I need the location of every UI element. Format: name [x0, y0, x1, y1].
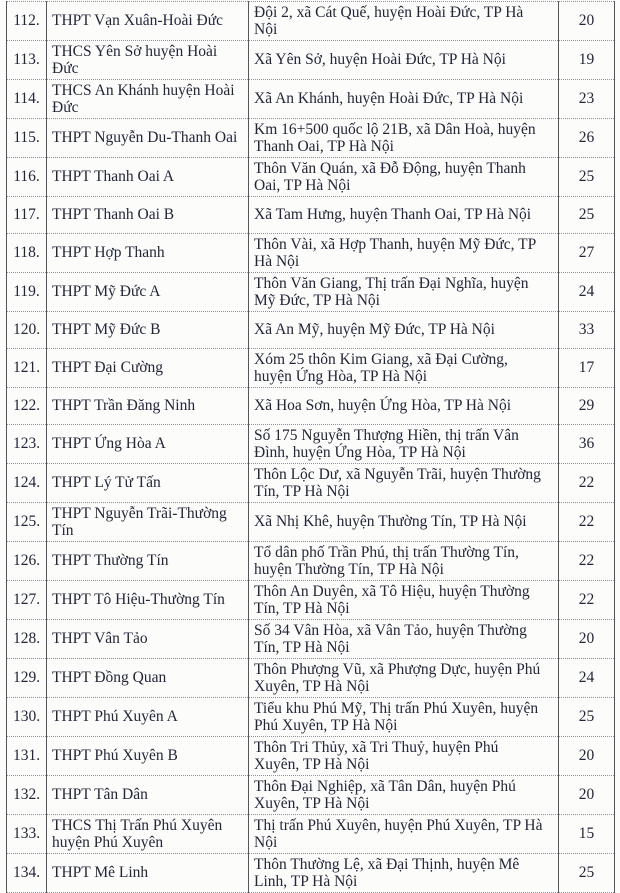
- row-number-cell: [7, 425, 47, 464]
- row-number: 112.: [13, 12, 40, 30]
- school-name-cell: [47, 349, 249, 388]
- count-value: 25: [578, 168, 595, 186]
- count-value: 20: [578, 786, 595, 804]
- school-name: THPT Tân Dân: [52, 786, 148, 804]
- school-address-cell: [249, 388, 559, 425]
- row-number: 119.: [13, 283, 40, 301]
- row-number-cell: [7, 542, 47, 581]
- school-address: Tổ dân phố Trần Phú, thị trấn Thường Tín, huyện Thường Tín, TP Hà Nội: [254, 543, 519, 578]
- school-name-cell: [47, 388, 249, 425]
- row-number-cell: [7, 581, 47, 620]
- school-address-cell: [249, 776, 559, 815]
- school-list-table: [6, 1, 615, 893]
- count-cell: [559, 80, 615, 119]
- count-cell: [559, 158, 615, 197]
- school-address: Xã An Khánh, huyện Hoài Đức, TP Hà Nội: [254, 90, 524, 108]
- table-row: [7, 41, 615, 80]
- school-name-cell: [47, 503, 249, 542]
- school-name-cell: [47, 80, 249, 119]
- school-name: THPT Mê Linh: [52, 864, 149, 882]
- row-number-cell: [7, 659, 47, 698]
- school-name: THPT Ứng Hòa A: [52, 435, 166, 453]
- count-cell: [559, 388, 615, 425]
- school-address: Thị trấn Phú Xuyên, huyện Phú Xuyên, TP Hà Nội: [254, 816, 543, 851]
- school-name: THPT Nguyễn Trãi-Thường Tín: [52, 504, 227, 539]
- row-number: 122.: [12, 397, 41, 415]
- row-number: 127.: [12, 591, 41, 609]
- school-address: Xã Tam Hưng, huyện Thanh Oai, TP Hà Nội: [254, 206, 532, 224]
- school-name-cell: [47, 854, 249, 893]
- row-number: 114.: [13, 90, 40, 108]
- row-number-cell: [7, 273, 47, 312]
- school-address-cell: [249, 737, 559, 776]
- school-name-cell: [47, 581, 249, 620]
- row-number-cell: [7, 158, 47, 197]
- row-number: 115.: [13, 129, 40, 147]
- count-value: 23: [578, 90, 595, 108]
- table-row: [7, 854, 615, 893]
- school-address: Thôn Văn Giang, Thị trấn Đại Nghĩa, huyện Mỹ Đức, TP Hà Nội: [254, 274, 529, 309]
- school-address-cell: [249, 464, 559, 503]
- school-name: THPT Lý Tử Tấn: [52, 474, 161, 492]
- school-name: THPT Tô Hiệu-Thường Tín: [52, 591, 225, 609]
- count-value: 19: [578, 51, 595, 69]
- school-address-cell: [249, 425, 559, 464]
- count-cell: [559, 312, 615, 349]
- row-number: 124.: [12, 474, 41, 492]
- table-row: [7, 503, 615, 542]
- row-number: 120.: [12, 321, 41, 339]
- row-number-cell: [7, 854, 47, 893]
- school-address: Đội 2, xã Cát Quế, huyện Hoài Đức, TP Hà Nội: [254, 3, 524, 38]
- count-cell: [559, 425, 615, 464]
- school-address-cell: [249, 581, 559, 620]
- row-number-cell: [7, 815, 47, 854]
- row-number: 126.: [12, 552, 41, 570]
- row-number: 128.: [12, 630, 41, 648]
- count-value: 36: [578, 435, 595, 453]
- row-number: 133.: [12, 825, 41, 843]
- count-value: 24: [578, 283, 595, 301]
- school-name-cell: [47, 234, 249, 273]
- school-address: Thôn Phượng Vũ, xã Phượng Dực, huyện Phú Xuyên, TP Hà Nội: [254, 660, 541, 695]
- school-name: THCS Thị Trấn Phú Xuyên huyện Phú Xuyên: [52, 816, 223, 851]
- count-value: 25: [578, 206, 595, 224]
- table-row: [7, 581, 615, 620]
- school-address-cell: [249, 119, 559, 158]
- school-name: THCS Yên Sở huyện Hoài Đức: [52, 42, 218, 77]
- school-address: Thôn Văn Quán, xã Đỗ Động, huyện Thanh Oai, TP Hà Nội: [254, 159, 526, 194]
- count-cell: [559, 854, 615, 893]
- school-address-cell: [249, 815, 559, 854]
- table-row: [7, 425, 615, 464]
- school-address-cell: [249, 503, 559, 542]
- row-number: 118.: [13, 244, 40, 262]
- count-cell: [559, 234, 615, 273]
- school-name-cell: [47, 659, 249, 698]
- row-number-cell: [7, 620, 47, 659]
- school-name-cell: [47, 425, 249, 464]
- table-row: [7, 312, 615, 349]
- school-name-cell: [47, 776, 249, 815]
- count-cell: [559, 41, 615, 80]
- count-cell: [559, 349, 615, 388]
- school-table-body: [7, 2, 615, 893]
- table-row: [7, 2, 615, 41]
- row-number-cell: [7, 197, 47, 234]
- school-name-cell: [47, 815, 249, 854]
- count-cell: [559, 273, 615, 312]
- school-name: THPT Phú Xuyên A: [52, 708, 178, 726]
- school-name: THPT Thanh Oai A: [52, 168, 175, 186]
- table-row: [7, 119, 615, 158]
- school-name: THPT Vân Tảo: [52, 630, 148, 648]
- table-row: [7, 620, 615, 659]
- row-number-cell: [7, 2, 47, 41]
- school-address: Số 175 Nguyễn Thượng Hiền, thị trấn Vân Đình, huyện Ứng Hòa, TP Hà Nội: [254, 426, 519, 461]
- school-name: THPT Thường Tín: [52, 552, 169, 570]
- school-name: THPT Hợp Thanh: [52, 244, 165, 262]
- school-name-cell: [47, 41, 249, 80]
- count-value: 22: [578, 513, 595, 531]
- row-number-cell: [7, 503, 47, 542]
- school-name: THCS An Khánh huyện Hoài Đức: [52, 81, 235, 116]
- count-cell: [559, 542, 615, 581]
- row-number: 117.: [13, 206, 40, 224]
- row-number-cell: [7, 41, 47, 80]
- count-value: 20: [578, 12, 595, 30]
- school-name: THPT Nguyễn Du-Thanh Oai: [52, 129, 238, 147]
- school-address: Thôn Thường Lệ, xã Đại Thịnh, huyện Mê Linh, TP Hà Nội: [254, 855, 520, 890]
- school-address: Xã Yên Sở, huyện Hoài Đức, TP Hà Nội: [254, 51, 506, 69]
- count-value: 26: [578, 129, 595, 147]
- school-name-cell: [47, 2, 249, 41]
- school-address: Km 16+500 quốc lộ 21B, xã Dân Hoà, huyện Thanh Oai, TP Hà Nội: [254, 120, 536, 155]
- school-name-cell: [47, 464, 249, 503]
- row-number-cell: [7, 737, 47, 776]
- count-value: 29: [578, 397, 595, 415]
- school-name-cell: [47, 158, 249, 197]
- school-address: Thôn Tri Thủy, xã Tri Thuỷ, huyện Phú Xuyên, TP Hà Nội: [254, 738, 499, 773]
- school-address: Thôn Vài, xã Hợp Thanh, huyện Mỹ Đức, TP Hà Nội: [254, 235, 536, 270]
- school-address-cell: [249, 158, 559, 197]
- school-name: THPT Mỹ Đức B: [52, 321, 161, 339]
- school-name-cell: [47, 620, 249, 659]
- count-value: 25: [578, 864, 595, 882]
- row-number-cell: [7, 464, 47, 503]
- count-value: 25: [578, 708, 595, 726]
- row-number: 131.: [12, 747, 41, 765]
- row-number-cell: [7, 119, 47, 158]
- school-name: THPT Thanh Oai B: [52, 206, 175, 224]
- school-name: THPT Phú Xuyên B: [52, 747, 178, 765]
- school-name: THPT Mỹ Đức A: [52, 283, 161, 301]
- row-number: 125.: [12, 513, 41, 531]
- table-row: [7, 273, 615, 312]
- row-number-cell: [7, 776, 47, 815]
- row-number: 113.: [13, 51, 40, 69]
- count-cell: [559, 119, 615, 158]
- count-cell: [559, 620, 615, 659]
- count-cell: [559, 737, 615, 776]
- row-number: 129.: [12, 669, 41, 687]
- school-address-cell: [249, 2, 559, 41]
- school-address: Thôn An Duyên, xã Tô Hiệu, huyện Thường Tín, TP Hà Nội: [254, 582, 530, 617]
- row-number-cell: [7, 80, 47, 119]
- table-row: [7, 234, 615, 273]
- count-cell: [559, 698, 615, 737]
- count-value: 22: [578, 591, 595, 609]
- count-cell: [559, 776, 615, 815]
- table-row: [7, 542, 615, 581]
- school-address-cell: [249, 620, 559, 659]
- school-name: THPT Đồng Quan: [52, 669, 167, 687]
- table-row: [7, 80, 615, 119]
- school-address-cell: [249, 273, 559, 312]
- row-number: 132.: [12, 786, 41, 804]
- table-row: [7, 197, 615, 234]
- row-number: 130.: [12, 708, 41, 726]
- school-name: THPT Đại Cường: [52, 359, 164, 377]
- row-number-cell: [7, 388, 47, 425]
- count-cell: [559, 197, 615, 234]
- row-number: 121.: [12, 359, 41, 377]
- school-address: Xã An Mỹ, huyện Mỹ Đức, TP Hà Nội: [254, 321, 495, 339]
- count-value: 27: [578, 244, 595, 262]
- school-name: THPT Vạn Xuân-Hoài Đức: [52, 12, 223, 30]
- school-name-cell: [47, 737, 249, 776]
- count-cell: [559, 464, 615, 503]
- count-value: 22: [578, 474, 595, 492]
- row-number-cell: [7, 234, 47, 273]
- school-address: Xã Nhị Khê, huyện Thường Tín, TP Hà Nội: [254, 513, 527, 531]
- count-cell: [559, 659, 615, 698]
- table-row: [7, 737, 615, 776]
- count-cell: [559, 581, 615, 620]
- school-name-cell: [47, 197, 249, 234]
- table-row: [7, 388, 615, 425]
- school-address-cell: [249, 854, 559, 893]
- table-row: [7, 659, 615, 698]
- school-name-cell: [47, 119, 249, 158]
- count-value: 15: [578, 825, 595, 843]
- school-address: Xóm 25 thôn Kim Giang, xã Đại Cường, huyện Ứng Hòa, TP Hà Nội: [254, 350, 508, 385]
- school-address: Tiểu khu Phú Mỹ, Thị trấn Phú Xuyên, huyện Phú Xuyên, TP Hà Nội: [254, 699, 539, 734]
- school-name-cell: [47, 273, 249, 312]
- table-row: [7, 776, 615, 815]
- row-number-cell: [7, 312, 47, 349]
- school-address-cell: [249, 349, 559, 388]
- school-name-cell: [47, 698, 249, 737]
- school-address-cell: [249, 698, 559, 737]
- count-cell: [559, 815, 615, 854]
- row-number: 123.: [12, 435, 41, 453]
- school-name: THPT Trần Đăng Ninh: [52, 397, 196, 415]
- school-address-cell: [249, 197, 559, 234]
- count-value: 22: [578, 552, 595, 570]
- count-value: 24: [578, 669, 595, 687]
- school-address-cell: [249, 234, 559, 273]
- school-address-cell: [249, 659, 559, 698]
- row-number-cell: [7, 698, 47, 737]
- count-cell: [559, 2, 615, 41]
- school-address-cell: [249, 41, 559, 80]
- school-name-cell: [47, 312, 249, 349]
- count-value: 33: [578, 321, 595, 339]
- row-number: 116.: [13, 168, 40, 186]
- row-number-cell: [7, 349, 47, 388]
- row-number: 134.: [12, 864, 41, 882]
- school-address: Thôn Lộc Dư, xã Nguyễn Trãi, huyện Thường Tín, TP Hà Nội: [254, 465, 541, 500]
- count-cell: [559, 503, 615, 542]
- table-row: [7, 698, 615, 737]
- count-value: 20: [578, 630, 595, 648]
- table-row: [7, 349, 615, 388]
- school-address-cell: [249, 312, 559, 349]
- count-value: 17: [578, 359, 595, 377]
- school-address: Thôn Đại Nghiệp, xã Tân Dân, huyện Phú Xuyên, TP Hà Nội: [254, 777, 516, 812]
- table-row: [7, 158, 615, 197]
- school-address-cell: [249, 542, 559, 581]
- school-address: Xã Hoa Sơn, huyện Ứng Hòa, TP Hà Nội: [254, 397, 511, 415]
- table-row: [7, 815, 615, 854]
- count-value: 20: [578, 747, 595, 765]
- school-address: Số 34 Vân Hòa, xã Vân Tảo, huyện Thường Tín, TP Hà Nội: [254, 621, 527, 656]
- school-address-cell: [249, 80, 559, 119]
- school-name-cell: [47, 542, 249, 581]
- table-row: [7, 464, 615, 503]
